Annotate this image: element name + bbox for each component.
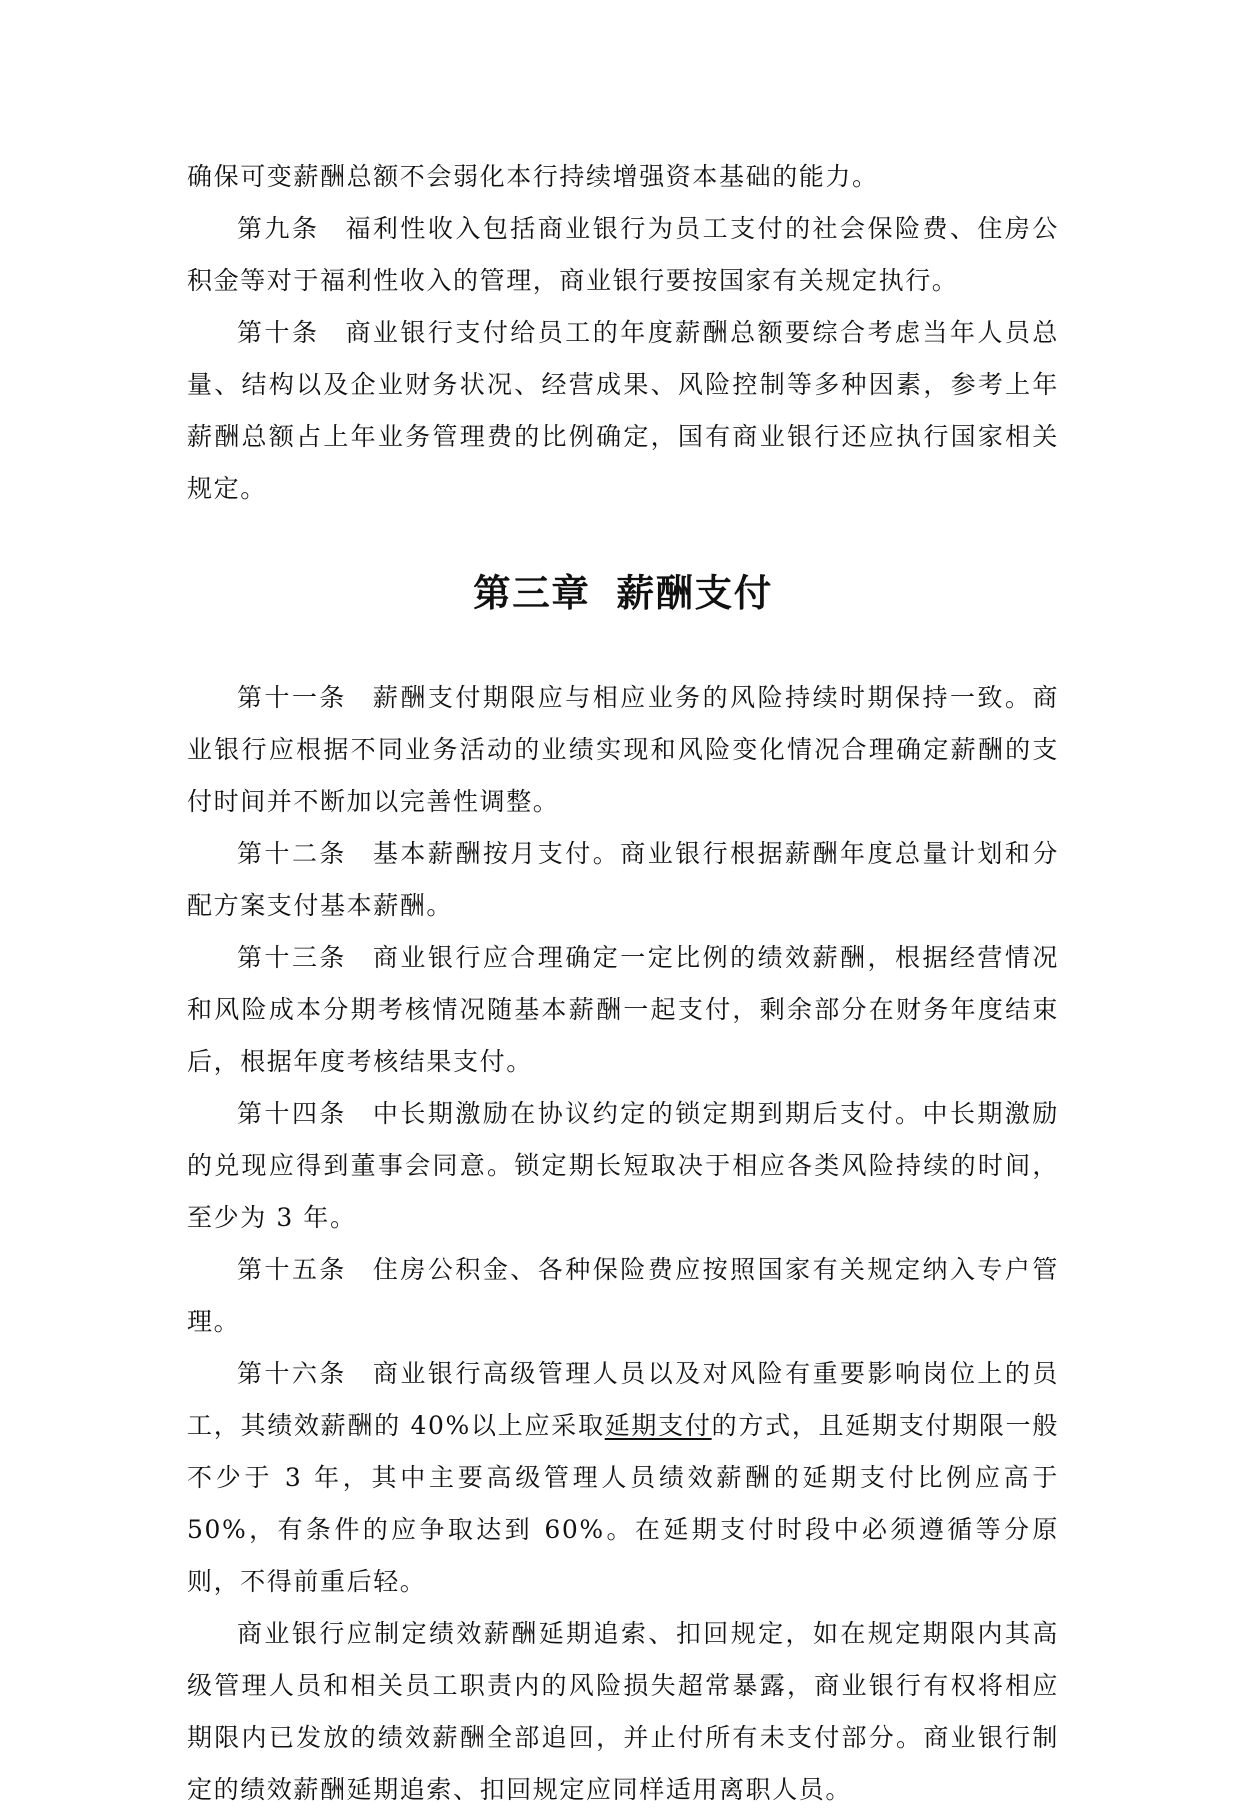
article-text: 中长期激励在协议约定的锁定期到期后支付。中长期激励的兑现应得到董事会同意。锁定期长短取决于相应各类风险持续的时间，至少为 3 年。 [187, 1099, 1059, 1232]
article-text: 的方式，且延期支付期限一般不少于 3 年，其中主要高级管理人员绩效薪酬的延期支付比例应高于 50%，有条件的应争取达到 60%。在延期支付时段中必须遵循等分原则，不得前重后轻。 [187, 1411, 1059, 1596]
article-15 [187, 1244, 1059, 1348]
paragraph-text: 确保可变薪酬总额不会弱化本行持续增强资本基础的能力。 [187, 162, 879, 191]
article-label: 第十三条 [237, 943, 347, 972]
article-text: 薪酬支付期限应与相应业务的风险持续时期保持一致。商业银行应根据不同业务活动的业绩实现和风险变化情况合理确定薪酬的支付时间并不断加以完善性调整。 [187, 683, 1059, 816]
article-16 [187, 1348, 1059, 1608]
article-text: 商业银行支付给员工的年度薪酬总额要综合考虑当年人员总量、结构以及企业财务状况、经营成果、风险控制等多种因素，参考上年薪酬总额占上年业务管理费的比例确定，国有商业银行还应执行国家相关规定。 [187, 318, 1059, 503]
article-14 [187, 1088, 1059, 1244]
article-9 [187, 203, 1059, 307]
article-label: 第十条 [237, 318, 320, 347]
chapter-number: 第三章 [473, 571, 591, 615]
article-16-paragraph-2 [187, 1608, 1059, 1816]
article-text: 商业银行高级管理人员以及对风险有重要影响岗位上的员工，其绩效薪酬的 40%以上应采取 [187, 1359, 1059, 1440]
article-text: 商业银行应合理确定一定比例的绩效薪酬，根据经营情况和风险成本分期考核情况随基本薪酬一起支付，剩余部分在财务年度结束后，根据年度考核结果支付。 [187, 943, 1059, 1076]
article-label: 第十六条 [237, 1359, 347, 1388]
document-body [187, 151, 1059, 1816]
article-label: 第十四条 [237, 1099, 347, 1128]
article-11 [187, 672, 1059, 828]
article-label: 第九条 [237, 214, 320, 243]
article-text: 基本薪酬按月支付。商业银行根据薪酬年度总量计划和分配方案支付基本薪酬。 [187, 839, 1059, 920]
paragraph-text: 商业银行应制定绩效薪酬延期追索、扣回规定，如在规定期限内其高级管理人员和相关员工职责内的风险损失超常暴露，商业银行有权将相应期限内已发放的绩效薪酬全部追回，并止付所有未支付部分。商业银行制定的绩效薪酬延期追索、扣回规定应同样适用离职人员。 [187, 1619, 1059, 1804]
article-13 [187, 932, 1059, 1088]
chapter-heading [187, 515, 1059, 672]
chapter-title: 薪酬支付 [616, 571, 773, 615]
article-10 [187, 307, 1059, 515]
article-label: 第十五条 [237, 1255, 347, 1284]
underlined-term: 延期支付 [604, 1411, 712, 1440]
paragraph-continued [187, 151, 1059, 203]
article-label: 第十一条 [237, 683, 347, 712]
article-12 [187, 828, 1059, 932]
article-text: 住房公积金、各种保险费应按照国家有关规定纳入专户管理。 [187, 1255, 1059, 1336]
article-label: 第十二条 [237, 839, 347, 868]
article-text: 福利性收入包括商业银行为员工支付的社会保险费、住房公积金等对于福利性收入的管理，商业银行要按国家有关规定执行。 [187, 214, 1059, 295]
